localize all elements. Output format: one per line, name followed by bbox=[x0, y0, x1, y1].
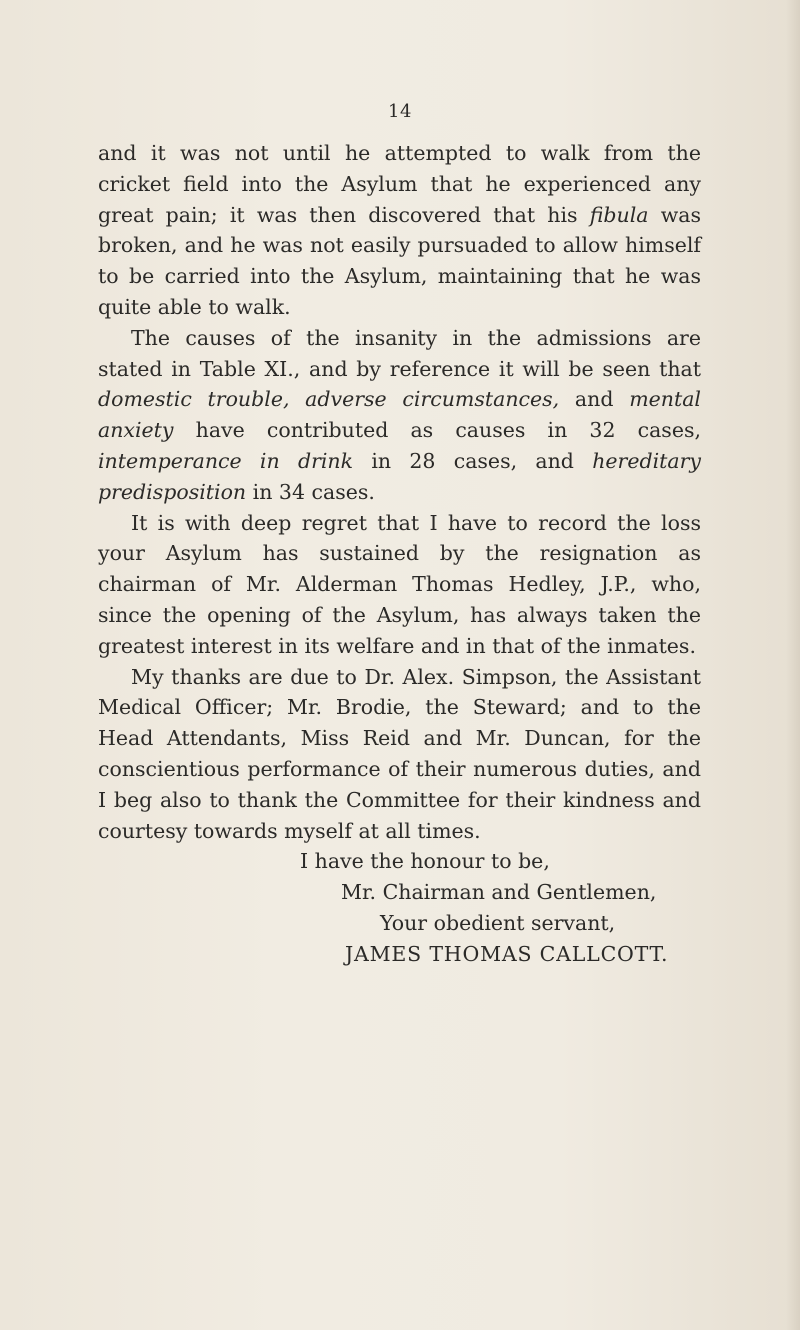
page-number: 14 bbox=[388, 101, 412, 122]
text-segment-italic: mental anxiety bbox=[98, 387, 701, 443]
text-segment: in 34 cases. bbox=[246, 479, 375, 504]
closing-line-servant: Your obedient servant, bbox=[380, 910, 616, 935]
closing-line-salutation: Mr. Chairman and Gentlemen, bbox=[341, 880, 657, 905]
text-segment-italic: domestic trouble, adverse circumstances, bbox=[98, 387, 560, 412]
closing-line-honour: I have the honour to be, bbox=[300, 849, 550, 874]
text-segment-italic: fibula bbox=[589, 202, 649, 227]
paragraph-1-text bbox=[98, 138, 701, 323]
text-segment: The causes of the insanity in the admissions are stated in Table XI., and by reference it will be seen that bbox=[98, 325, 701, 381]
text-segment: in 28 cases, and bbox=[353, 448, 593, 473]
text-segment: have contributed as causes in 32 cases, bbox=[173, 418, 701, 443]
text-segment: It is with deep regret that I have to record the loss your Asylum has sustained by the resignation as chairman of Mr. Alderman Thomas Hedley, J.P., who, since the opening of the Asylum, has always taken the greatest interest in its welfare and in that of the inmates. bbox=[98, 510, 701, 658]
paragraph-1 bbox=[98, 138, 701, 323]
paragraph-4 bbox=[98, 662, 701, 847]
signature: JAMES THOMAS CALLCOTT. bbox=[345, 941, 669, 966]
paragraph-3 bbox=[98, 508, 701, 662]
text-segment: was broken, and he was not easily pursuaded to allow himself to be carried into the Asylum, maintaining that he was quite able to walk. bbox=[98, 202, 701, 319]
paragraph-2 bbox=[98, 323, 701, 508]
text-segment-italic: intemperance in drink bbox=[98, 448, 354, 473]
page-edge-shadow bbox=[786, 0, 800, 1330]
text-segment: and bbox=[559, 387, 630, 412]
letter-closing bbox=[98, 846, 701, 969]
text-segment: and it was not until he attempted to walk from the cricket field into the Asylum that he experienced any great pain; it was then discovered that his bbox=[98, 141, 701, 227]
text-segment: My thanks are due to Dr. Alex. Simpson, the Assistant Medical Officer; Mr. Brodie, the Steward; and to the Head Attendants, Miss Reid and Mr. Duncan, for the conscientious performance of their numerous duties, and I beg also to thank the Committee for their kindness and courtesy towards myself at all times. bbox=[98, 664, 701, 843]
body-text bbox=[98, 138, 701, 970]
text-segment-italic: hereditary predisposition bbox=[98, 448, 701, 504]
